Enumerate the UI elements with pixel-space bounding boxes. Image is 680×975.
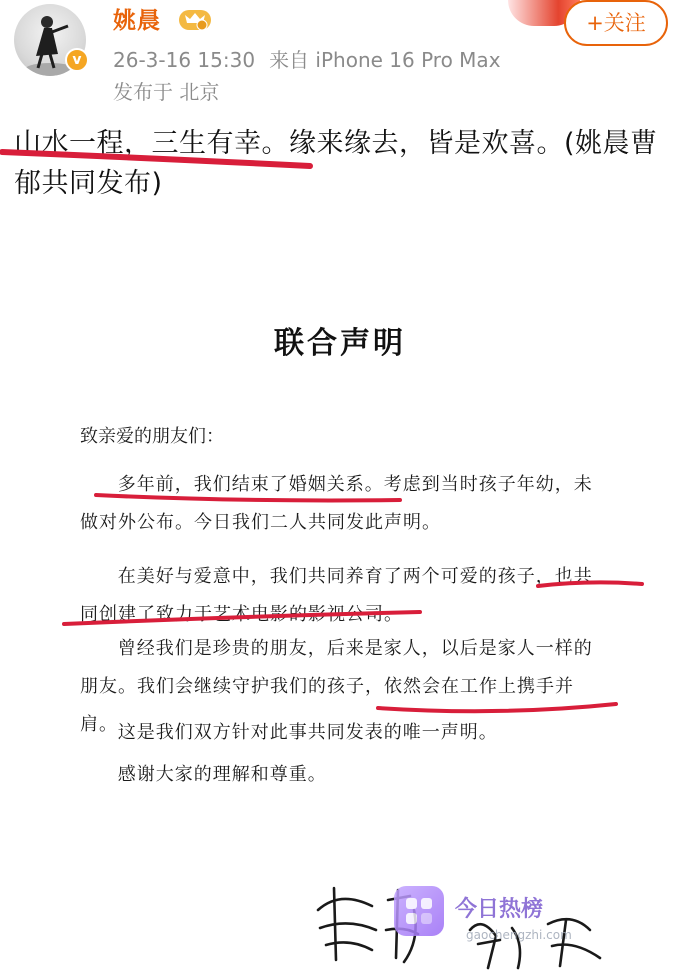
letter-paragraph: 曾经我们是珍贵的朋友，后来是家人，以后是家人一样的朋友。我们会继续守护我们的孩子，依然会在工作上携手并肩。 [80,638,593,735]
post-meta [113,44,515,73]
letter-paragraph: 这是我们双方针对此事共同发表的唯一声明。 [117,722,498,743]
letter-paragraph: 多年前，我们结束了婚姻关系。考虑到当时孩子年幼，未做对外公布。今日我们二人共同发此声明。 [80,474,593,533]
letter-title: 联合声明 [274,326,406,361]
verified-badge-icon: v [65,48,89,72]
watermark-name: 今日热榜 [455,897,544,922]
post-timestamp: 26-3-16 15:30 [113,48,256,72]
letter-greeting: 致亲爱的朋友们： [80,426,224,447]
post-location: 发布于 北京 [113,80,220,104]
letter-paragraph: 在美好与爱意中，我们共同养育了两个可爱的孩子，也共同创建了致力于艺术电影的影视公司。 [80,566,593,625]
follow-button[interactable]: +关注 [564,0,668,46]
letter-paragraph: 感谢大家的理解和尊重。 [117,764,327,785]
post-text: 山水一程，三生有幸。缘来缘去，皆是欢喜。(姚晨曹郁共同发布) [14,128,658,199]
watermark-domain: gaochengzhi.com [466,928,572,942]
watermark-logo-icon [394,886,444,936]
vip-crown-icon [178,6,212,32]
post-source: 来自 iPhone 16 Pro Max [269,48,501,72]
username[interactable]: 姚晨 [113,8,161,34]
